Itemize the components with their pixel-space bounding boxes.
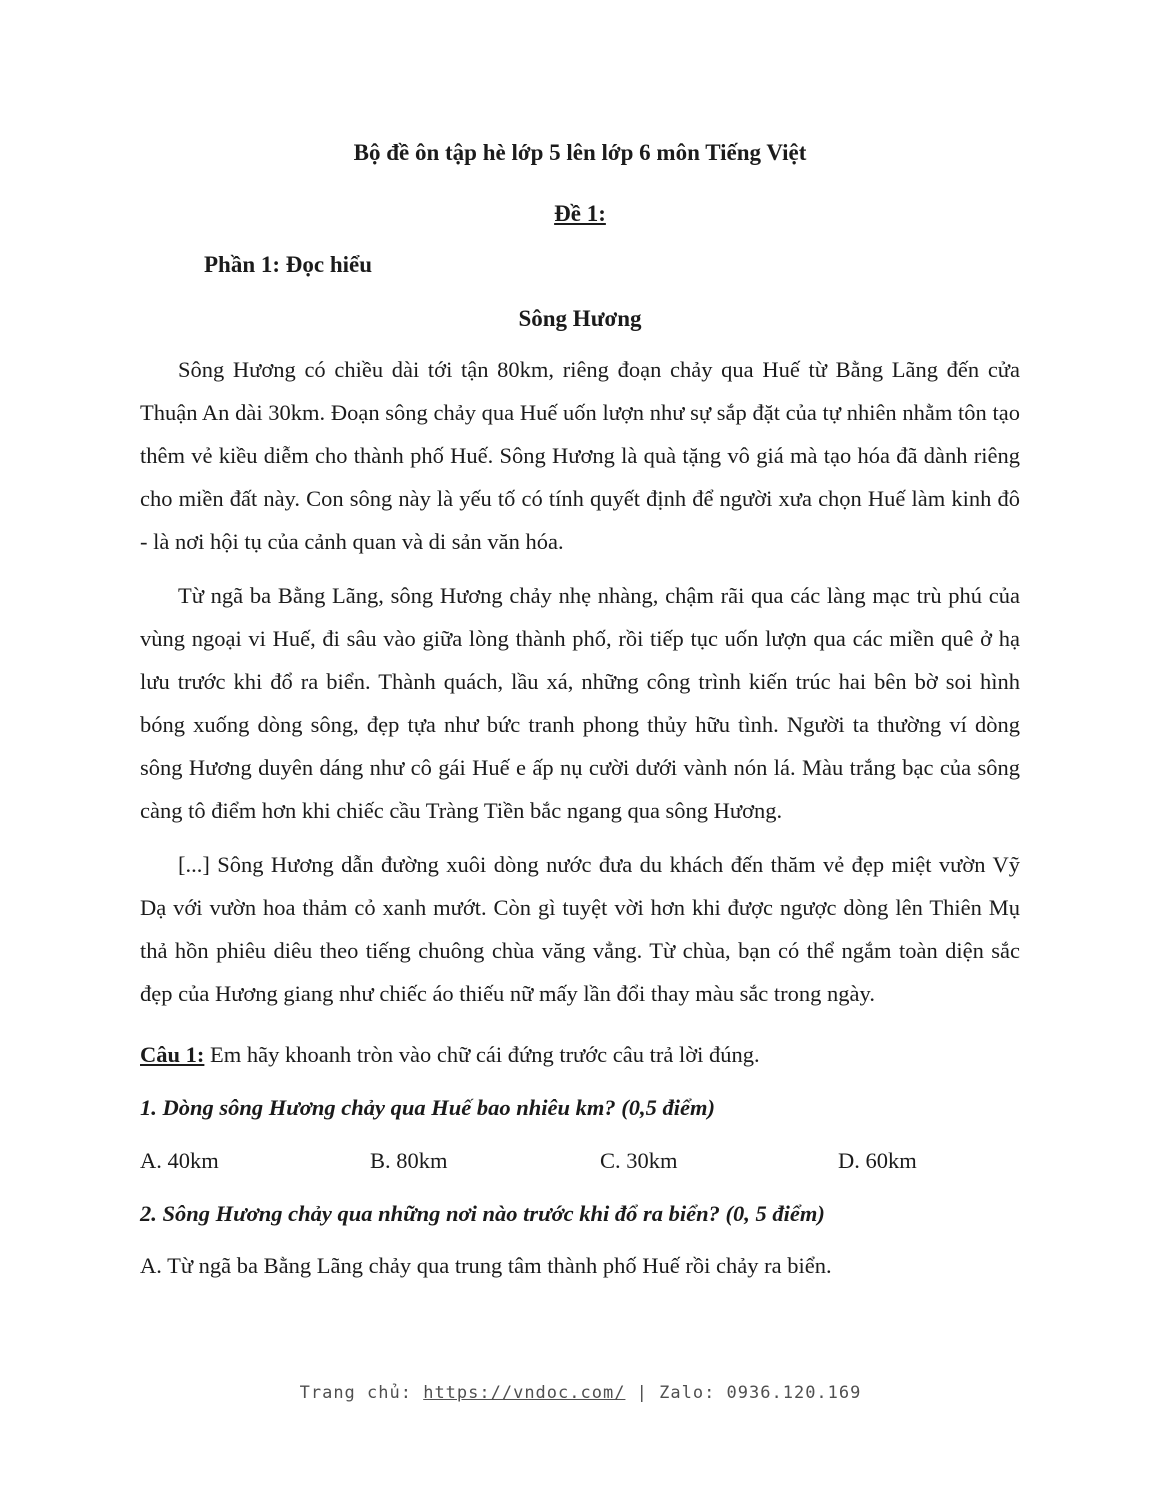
question-1-instruction: [140, 1037, 1020, 1073]
exam-number-heading: Đề 1:: [554, 201, 606, 226]
reading-passage-title: Sông Hương: [518, 306, 642, 331]
option-a: A. 40km: [140, 1148, 219, 1173]
passage-paragraph-2: Từ ngã ba Bằng Lãng, sông Hương chảy nhẹ nhàng, chậm rãi qua các làng mạc trù phú của vùng ngoại vi Huế, đi sâu vào giữa lòng thành phố, rồi tiếp tục uốn lượn qua các miền quê ở hạ lưu trước khi đổ ra biển. Thành quách, lầu xá, những công trình kiến trúc hai bên bờ soi hình bóng xuống dòng sông, đẹp tựa như bức tranh phong thủy hữu tình. Người ta thường ví dòng sông Hương duyên dáng như cô gái Huế e ấp nụ cười dưới vành nón lá. Màu trắng bạc của sông càng tô điểm hơn khi chiếc cầu Tràng Tiền bắc ngang qua sông Hương.: [140, 583, 1020, 823]
document-title: Bộ đề ôn tập hè lớp 5 lên lớp 6 môn Tiếng Việt: [353, 140, 807, 165]
footer-zalo-contact: | Zalo: 0936.120.169: [625, 1383, 862, 1403]
passage-paragraph-3: [...] Sông Hương dẫn đường xuôi dòng nước đưa du khách đến thăm vẻ đẹp miệt vườn Vỹ Dạ với vườn hoa thảm cỏ xanh mướt. Còn gì tuyệt vời hơn khi được ngược dòng lên Thiên Mụ thả hồn phiêu diêu theo tiếng chuông chùa văng vẳng. Từ chùa, bạn có thể ngắm toàn diện sắc đẹp của Hương giang như chiếc áo thiếu nữ mấy lần đổi thay màu sắc trong ngày.: [140, 852, 1020, 1006]
option-d: D. 60km: [838, 1148, 917, 1173]
option-b: B. 80km: [370, 1148, 448, 1173]
passage-paragraph-1: Sông Hương có chiều dài tới tận 80km, riêng đoạn chảy qua Huế từ Bằng Lãng đến cửa Thuận An dài 30km. Đoạn sông chảy qua Huế uốn lượn như sự sắp đặt của tự nhiên nhằm tôn tạo thêm vẻ kiều diễm cho thành phố Huế. Sông Hương là quà tặng vô giá mà tạo hóa đã dành riêng cho miền đất này. Con sông này là yếu tố có tính quyết định để người xưa chọn Huế làm kinh đô - là nơi hội tụ của cảnh quan và di sản văn hóa.: [140, 357, 1020, 554]
sub-question-1-options: [140, 1143, 1020, 1179]
question-1-label: Câu 1:: [140, 1042, 205, 1067]
section-heading-reading-comprehension: Phần 1: Đọc hiểu: [204, 252, 373, 277]
question-1-instruction-text: Em hãy khoanh tròn vào chữ cái đứng trước câu trả lời đúng.: [204, 1042, 760, 1067]
footer-homepage-label: Trang chủ:: [299, 1383, 424, 1403]
sub-question-2: 2. Sông Hương chảy qua những nơi nào trước khi đổ ra biển? (0, 5 điểm): [140, 1201, 825, 1226]
page-footer: [0, 1383, 1161, 1403]
sub-question-2-option-a: A. Từ ngã ba Bằng Lãng chảy qua trung tâm thành phố Huế rồi chảy ra biển.: [140, 1253, 832, 1278]
sub-question-1: 1. Dòng sông Hương chảy qua Huế bao nhiêu km? (0,5 điểm): [140, 1095, 715, 1120]
option-c: C. 30km: [600, 1148, 678, 1173]
footer-homepage-link[interactable]: https://vndoc.com/: [423, 1383, 626, 1403]
